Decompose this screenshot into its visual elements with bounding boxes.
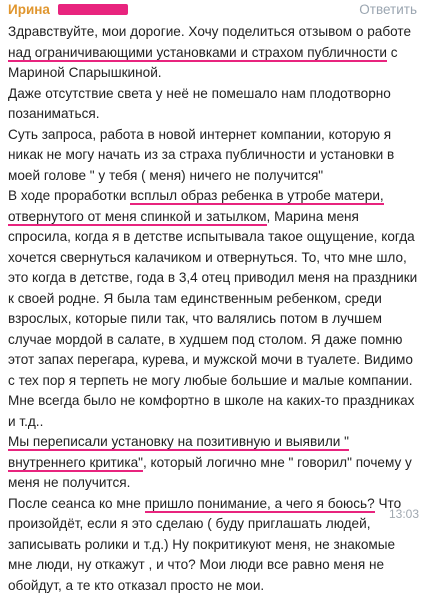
message-paragraph (8, 84, 422, 125)
highlighted-text: над ограничивающими установками и страхом публичности (8, 45, 387, 62)
message-text: , Марина меня спросила, когда я в детстве испытывала такое ощущение, когда хочется свернуться калачиком и отвернуться. То, что мне шло, это когда в детстве, года в 3,4 отец приводил меня на праздники к своей родне. Я была там единственным ребенком, среди взрослых, которые пили так, что валялись потом в лучшем случае мордой в салате, в худшем под столом. Я даже помню этот запах перегара, курева, и мужской мочи в туалете. Видимо с тех пор я терпеть не могу любые большие и малые компании. Мне всегда было не комфортно в школе на каких-то праздниках и т.д.. (8, 209, 417, 429)
message-header (6, 2, 421, 18)
message-body (8, 22, 422, 596)
sender-name[interactable]: Ирина (8, 2, 50, 17)
message-text: Здравствуйте, мои дорогие. Хочу поделиться отзывом о работе (8, 24, 411, 39)
message-text: , который логично мне " говорил" почему у меня не получится. (8, 455, 412, 491)
message-text: с Мариной Спарышкиной. (8, 45, 398, 81)
message-paragraph (8, 494, 422, 596)
redacted-surname (58, 4, 128, 15)
message-text: После сеанса ко мне (8, 496, 145, 511)
message-text: Суть запроса, работа в новой интернет компании, которую я никак не могу начать из за страха публичности и установки в моей голове " у тебя ( меня) ничего не получится" (8, 127, 394, 183)
message-text: В ходе проработки (8, 188, 130, 203)
message-paragraph (8, 432, 422, 494)
highlighted-text: пришло понимание, а чего я боюсь? (145, 496, 375, 513)
message-text: Что произойдёт, если я это сделаю ( буду приглашать людей, записывать ролики и т.д.) Ну покритикуют меня, не знакомые мне люди, ну откажут , и что? Мои люди все равно меня не обойдут, а те кто отказал просто не мои. (8, 496, 401, 593)
message-timestamp: 13:03 (389, 507, 419, 521)
message-paragraph (8, 22, 422, 84)
message-paragraph (8, 186, 422, 432)
message-text: Даже отсутствие света у неё не помешало нам плодотворно позаниматься. (8, 86, 391, 122)
message-paragraph (8, 125, 422, 187)
highlighted-text: Мы переписали установку на позитивную и выявили " внутреннего критика" (8, 434, 349, 472)
highlighted-text: всплыл образ ребенка в утробе матери, отвернутого от меня спинкой и затылком (8, 188, 384, 226)
reply-button[interactable]: Ответить (359, 2, 417, 17)
